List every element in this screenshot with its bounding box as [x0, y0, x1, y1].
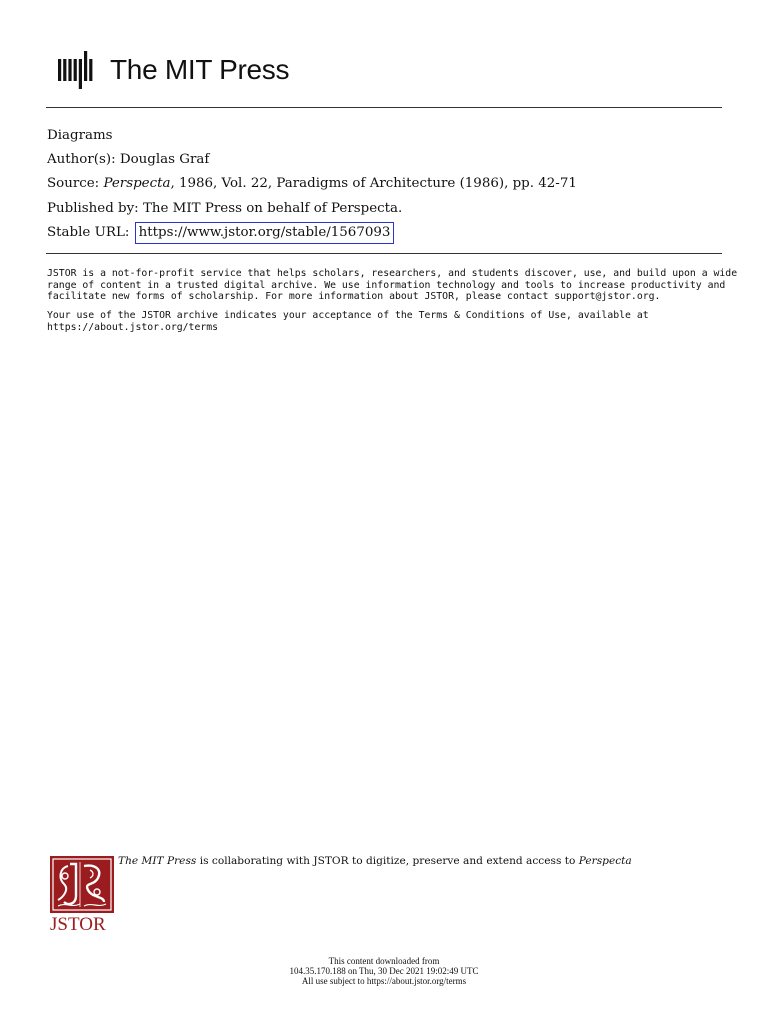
author-label: Author(s):	[47, 152, 116, 168]
terms-notice	[47, 310, 723, 333]
terms-url: https://about.jstor.org/terms	[47, 321, 219, 333]
download-line-2: 104.35.170.188 on Thu, 30 Dec 2021 19:02:49 UTC	[289, 966, 479, 976]
published-by: The MIT Press on behalf of Perspecta.	[142, 200, 403, 216]
jstor-seal-icon	[50, 856, 114, 913]
source-details: , 1986, Vol. 22, Paradigms of Architecture (1986), pp. 42-71	[170, 176, 577, 192]
jstor-wordmark: JSTOR	[50, 914, 106, 935]
top-divider	[46, 107, 722, 108]
notice-line: JSTOR is a not-for-profit service that helps scholars, researchers, and students discover, use, and build upon a wide	[47, 268, 738, 279]
citation-block	[47, 124, 727, 245]
collab-journal: Perspecta	[578, 855, 632, 867]
download-line-3: All use subject to https://about.jstor.org/terms	[301, 976, 467, 986]
source-label: Source:	[47, 176, 100, 192]
article-title: Diagrams	[47, 128, 113, 143]
author-line	[47, 148, 727, 172]
author-name: Douglas Graf	[119, 152, 210, 168]
jstor-notice	[47, 268, 738, 303]
jstor-logo	[50, 856, 114, 936]
notice-line: facilitate new forms of scholarship. For more information about JSTOR, please contact support@jstor.org.	[47, 291, 661, 303]
source-line	[47, 172, 727, 196]
middle-divider	[46, 253, 722, 254]
download-line-1: This content downloaded from	[328, 956, 440, 966]
published-line	[47, 197, 727, 221]
terms-line: Your use of the JSTOR archive indicates your acceptance of the Terms & Conditions of Use, available at	[47, 310, 649, 321]
source-journal: Perspecta	[103, 176, 171, 192]
publisher-name: The MIT Press	[110, 54, 290, 85]
collab-publisher: The MIT Press	[118, 855, 197, 867]
stable-url-link[interactable]: https://www.jstor.org/stable/1567093	[135, 222, 395, 244]
collaboration-statement	[118, 855, 632, 868]
stable-url-label: Stable URL:	[47, 224, 130, 240]
notice-line: range of content in a trusted digital archive. We use information technology and tools to increase productivity and	[47, 279, 726, 291]
collab-text: is collaborating with JSTOR to digitize, preserve and extend access to	[196, 855, 579, 867]
stable-url-line	[47, 221, 727, 245]
download-footer	[0, 956, 768, 986]
publisher-logo	[58, 48, 289, 92]
published-label: Published by:	[47, 200, 139, 216]
mit-press-bars-icon	[58, 48, 100, 92]
